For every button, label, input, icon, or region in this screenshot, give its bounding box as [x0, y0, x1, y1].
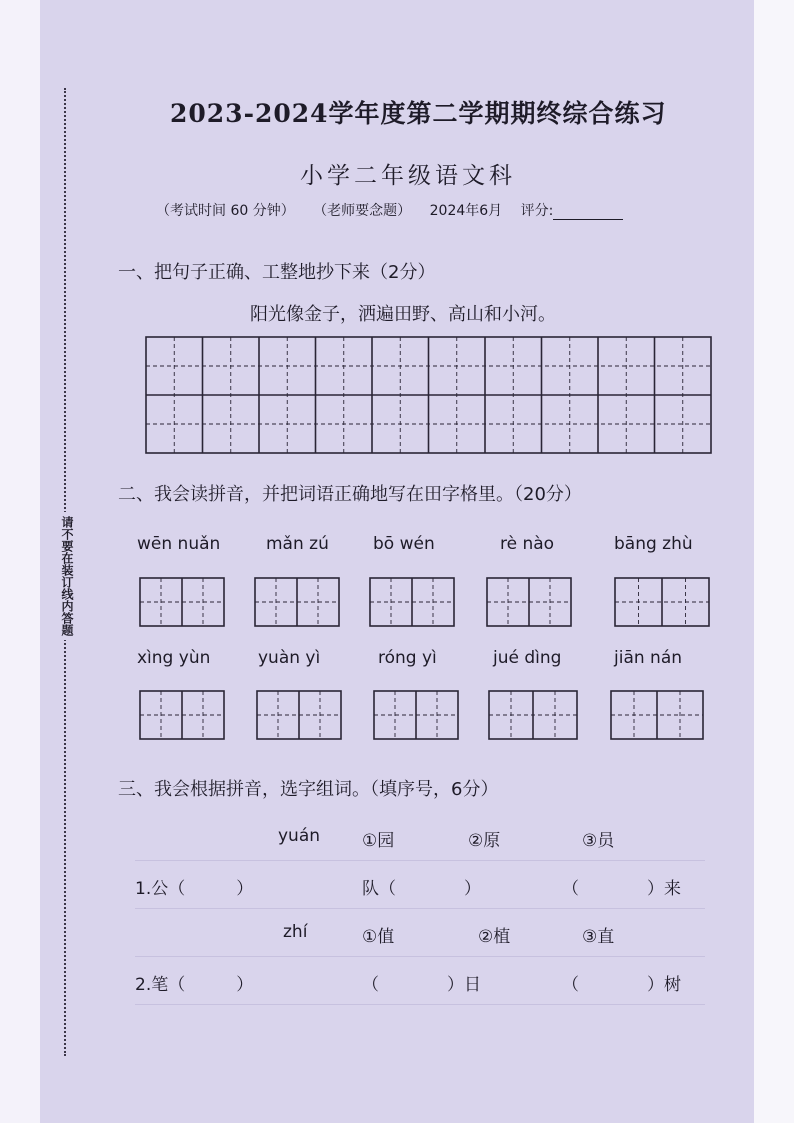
exam-title: 2023-2024学年度第二学期期终综合练习 [170, 99, 667, 128]
q2-blank-3[interactable]: （ ）树 [562, 975, 681, 995]
writing-guide-line [135, 860, 705, 861]
tianzige-box[interactable] [488, 690, 578, 740]
tianzige-box[interactable] [139, 577, 225, 627]
exam-note: （老师要念题） [313, 203, 412, 219]
pinyin-jian-nan: jiān nán [614, 648, 683, 668]
pinyin-bang-zhu: bāng zhù [614, 534, 693, 554]
copy-sentence: 阳光像金子，洒遍田野、高山和小河。 [250, 304, 556, 325]
writing-guide-line [135, 956, 705, 957]
q2-option-3: ③直 [582, 927, 615, 947]
q1-option-3: ③员 [582, 831, 615, 851]
pinyin-rong-yi: róng yì [378, 648, 437, 668]
exam-time: （考试时间 60 分钟） [156, 203, 295, 219]
section3-heading: 三、我会根据拼音，选字组词。（填序号，6分） [118, 779, 499, 800]
tianzige-box[interactable] [254, 577, 340, 627]
tianzige-box[interactable] [373, 690, 459, 740]
writing-guide-line [135, 1004, 705, 1005]
q1-pinyin: yuán [278, 826, 321, 846]
q2-blank-2[interactable]: （ ）日 [362, 975, 481, 995]
score-blank[interactable] [553, 205, 623, 220]
tianzige-box[interactable] [369, 577, 455, 627]
tianzige-box[interactable] [486, 577, 572, 627]
q2-option-1: ①值 [362, 927, 395, 947]
pinyin-xing-yun: xìng yùn [137, 648, 211, 668]
right-margin [754, 0, 794, 1123]
copy-grid[interactable] [145, 336, 713, 456]
pinyin-re-nao: rè nào [500, 534, 555, 554]
tianzige-box[interactable] [610, 690, 704, 740]
q1-option-1: ①园 [362, 831, 395, 851]
section1-heading: 一、把句子正确、工整地抄下来（2分） [118, 262, 436, 283]
exam-subtitle: 小学二年级语文科 [300, 163, 516, 189]
section2-heading: 二、我会读拼音，并把词语正确地写在田字格里。（20分） [118, 484, 582, 505]
q1-blank-3[interactable]: （ ）来 [562, 879, 681, 899]
pinyin-wen-nuan: wēn nuǎn [137, 534, 221, 554]
tianzige-box[interactable] [256, 690, 342, 740]
pinyin-yuan-yi: yuàn yì [258, 648, 321, 668]
binding-note: 请不要在装订线内答题 [54, 512, 74, 640]
tianzige-box[interactable] [139, 690, 225, 740]
score-label: 评分: [520, 203, 554, 219]
tianzige-box[interactable] [614, 577, 710, 627]
pinyin-bo-wen: bō wén [373, 534, 435, 554]
left-margin [0, 0, 40, 1123]
q2-option-2: ②植 [478, 927, 511, 947]
q2-blank-1[interactable]: 2.笔（ ） [135, 975, 254, 995]
writing-guide-line [135, 908, 705, 909]
q2-pinyin: zhí [283, 922, 308, 942]
exam-info [156, 200, 716, 220]
pinyin-jue-ding: jué dìng [493, 648, 562, 668]
q1-blank-1[interactable]: 1.公（ ） [135, 879, 254, 899]
pinyin-man-zu: mǎn zú [266, 534, 329, 554]
q1-option-2: ②原 [468, 831, 501, 851]
exam-date: 2024年6月 [429, 203, 503, 219]
q1-blank-2[interactable]: 队（ ） [362, 879, 481, 899]
